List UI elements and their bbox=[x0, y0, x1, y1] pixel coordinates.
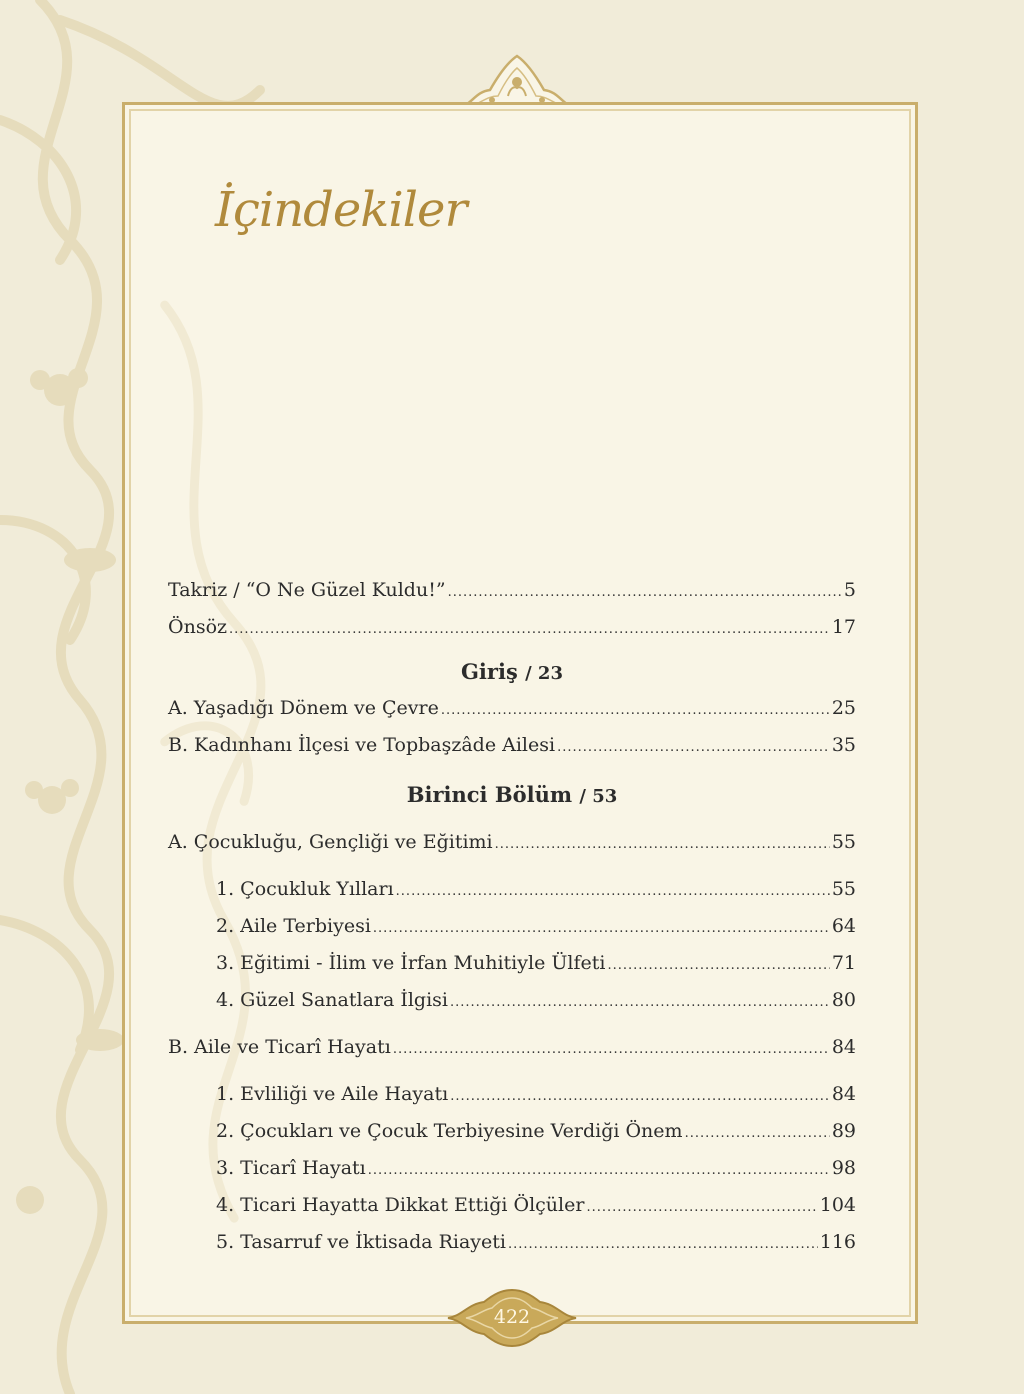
dot-leader bbox=[393, 1031, 830, 1068]
toc-entry-page: 84 bbox=[831, 1036, 856, 1058]
toc-entry-page: 89 bbox=[831, 1120, 856, 1142]
toc-entry-page: 116 bbox=[819, 1231, 856, 1253]
toc-subentry[interactable] bbox=[168, 1113, 856, 1150]
toc-entry-label: Önsöz bbox=[168, 616, 228, 638]
dot-leader bbox=[441, 692, 830, 729]
toc-entry-page: 98 bbox=[831, 1157, 856, 1179]
section-heading-birinci-bolum bbox=[168, 764, 856, 824]
toc-subentry[interactable] bbox=[168, 908, 856, 945]
toc-entry-label: B. Kadınhanı İlçesi ve Topbaşzâde Ailesi bbox=[168, 734, 556, 756]
toc-entry-label: 5. Tasarruf ve İktisada Riayeti bbox=[216, 1231, 507, 1253]
toc-group-entry[interactable] bbox=[168, 824, 856, 861]
toc-entry[interactable] bbox=[168, 727, 856, 764]
toc-entry-label: 2. Çocukları ve Çocuk Terbiyesine Verdiği Önem bbox=[216, 1120, 683, 1142]
toc-entry-label: 3. Ticarî Hayatı bbox=[216, 1157, 366, 1179]
toc-entry-label: A. Yaşadığı Dönem ve Çevre bbox=[168, 697, 439, 719]
toc-subentry[interactable] bbox=[168, 1150, 856, 1187]
toc-entry-page: 25 bbox=[831, 697, 856, 719]
dot-leader bbox=[229, 611, 830, 648]
toc-entry-page: 55 bbox=[831, 831, 856, 853]
toc-entry-page: 71 bbox=[831, 952, 856, 974]
toc-entry-label: 4. Ticari Hayatta Dikkat Ettiği Ölçüler bbox=[216, 1194, 585, 1216]
table-of-contents bbox=[168, 572, 856, 1261]
toc-entry-label: 4. Güzel Sanatlara İlgisi bbox=[216, 989, 448, 1011]
section-heading-title: Birinci Bölüm bbox=[406, 782, 573, 807]
toc-entry-label: B. Aile ve Ticarî Hayatı bbox=[168, 1036, 391, 1058]
toc-subentry[interactable] bbox=[168, 1224, 856, 1261]
toc-entry-page: 55 bbox=[831, 878, 856, 900]
dot-leader bbox=[396, 873, 830, 910]
toc-entry-page: 5 bbox=[843, 579, 856, 601]
dot-leader bbox=[368, 1152, 830, 1189]
dot-leader bbox=[495, 826, 830, 863]
dot-leader bbox=[450, 984, 830, 1021]
dot-leader bbox=[607, 947, 829, 984]
dot-leader bbox=[557, 729, 830, 766]
dot-leader bbox=[508, 1226, 818, 1263]
toc-subentry[interactable] bbox=[168, 945, 856, 982]
page-number: 422 bbox=[493, 1306, 531, 1328]
toc-entry[interactable] bbox=[168, 690, 856, 727]
toc-subentry[interactable] bbox=[168, 1187, 856, 1224]
section-heading-title: Giriş bbox=[461, 659, 518, 684]
toc-entry-takriz[interactable] bbox=[168, 572, 856, 609]
toc-group-entry[interactable] bbox=[168, 1029, 856, 1066]
section-heading-page: / 23 bbox=[525, 663, 563, 684]
toc-entry-label: 1. Çocukluk Yılları bbox=[216, 878, 394, 900]
toc-entry-page: 35 bbox=[831, 734, 856, 756]
dot-leader bbox=[685, 1115, 830, 1152]
dot-leader bbox=[448, 574, 842, 611]
section-heading-page: / 53 bbox=[579, 786, 618, 807]
toc-entry-page: 17 bbox=[831, 616, 856, 638]
toc-entry-label: 1. Evliliği ve Aile Hayatı bbox=[216, 1083, 449, 1105]
dot-leader bbox=[373, 910, 830, 947]
toc-entry-page: 84 bbox=[831, 1083, 856, 1105]
section-heading-giris bbox=[168, 646, 856, 690]
toc-subentry[interactable] bbox=[168, 871, 856, 908]
dot-leader bbox=[450, 1078, 830, 1115]
toc-entry-page: 80 bbox=[831, 989, 856, 1011]
toc-entry-onsoz[interactable] bbox=[168, 609, 856, 646]
toc-entry-label: A. Çocukluğu, Gençliği ve Eğitimi bbox=[168, 831, 493, 853]
toc-subentry[interactable] bbox=[168, 1076, 856, 1113]
toc-entry-label: 2. Aile Terbiyesi bbox=[216, 915, 371, 937]
toc-subentry[interactable] bbox=[168, 982, 856, 1019]
page-title: İçindekiler bbox=[215, 182, 467, 238]
toc-entry-label: 3. Eğitimi - İlim ve İrfan Muhitiyle Ülfeti bbox=[216, 952, 606, 974]
dot-leader bbox=[586, 1189, 817, 1226]
toc-entry-label: Takriz / “O Ne Güzel Kuldu!” bbox=[168, 579, 446, 601]
toc-entry-page: 64 bbox=[831, 915, 856, 937]
toc-entry-page: 104 bbox=[819, 1194, 856, 1216]
